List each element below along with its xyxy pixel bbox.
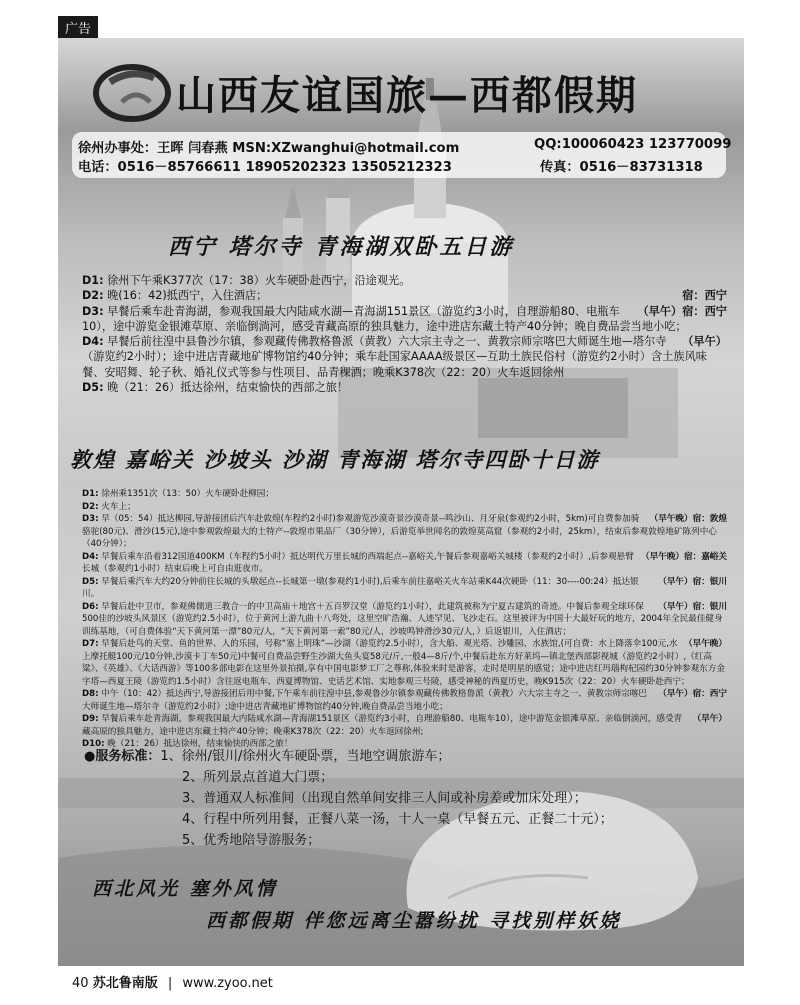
footer-divider: | [167, 976, 173, 991]
contact-phone-line: 电话：0516－85766611 18905202323 13505212323 [78, 160, 452, 175]
service-item: 4、行程中所列用餐，正餐八菜一汤，十人一桌（早餐五元、正餐二十元）； [182, 812, 613, 827]
contact-qq: QQ:100060423 123770099 [534, 137, 732, 152]
itinerary-day: （早午）宿：银川 D6: 早餐后赴中卫市，参观佛儒道三教合一的中卫高庙＋地宫＋五百罗汉堂（游览约1小时），此建筑被称为宁夏古建筑的奇迹。中餐后参观全球环保500佳的沙坡头风景区（游览约2.5小时），位于黄河上游九曲十八弯处，这里空旷浩瀚、人迹罕见、飞沙走石。这里被评为中国十大最好玩的地方，2004年全民最佳健身训练基地，（可自费体验“天下黄河第一漂”80元/人，“天下黄河第一索”80元/人，沙坡鸣钟滑沙30元/人，）后返银川，入住酒店； [82, 601, 727, 637]
edition-label: 苏北鲁南版 [92, 976, 158, 991]
company-logo [92, 58, 172, 128]
itinerary-day: （早午晚）宿：敦煌 D3: 早（05：54）抵达柳园,导游接团后汽车赴敦煌(车程约2小时)参观游览沙漠奇景沙漠奇景--鸣沙山、月牙泉(参观约2小时，5km)可自费参加骑骆驼(80元)、滑沙(15元),途中参观敦煌最大的土特产--敦煌市果品厂（30分钟），后游览举世闻名的敦煌莫高窟（参观约2小时，25km），结束后参观敦煌地矿陈列中心（40分钟）； [82, 514, 727, 549]
itinerary-day: D10: 晚（21：26）抵达徐州，结束愉快的西部之旅！ [82, 739, 293, 749]
itinerary-day: 宿：西宁 D2: 晚(16：42)抵西宁，入住酒店； [82, 289, 727, 303]
contact-box [72, 132, 732, 178]
brand-title: 山西友谊国旅—西都假期 [176, 72, 638, 119]
itinerary-day: D5: 晚（21：26）抵达徐州，结束愉快的西部之旅！ [82, 381, 349, 395]
itinerary-day: D1: 徐州下午乘K377次（17：38）火车硬卧赴西宁，沿途观光。 [82, 274, 411, 287]
service-standards [84, 746, 613, 851]
tour1-itinerary [82, 273, 727, 395]
itinerary-day: （早午） D9: 早餐后乘车赴青海湖，参观我国最大内陆咸水湖—青海湖151景区（游览约3小时，自理游船80、电瓶车10），途中游览金银滩草原、亲临倒淌河，感受青藏高原的独具魅力，途中进店东藏土特产40分钟；晚乘K378次（22：20）火车返回徐州; [82, 714, 727, 737]
slogan-line-2: 西都假期 伴您远离尘嚣纷扰 寻找别样妖娆 [206, 910, 622, 932]
itinerary-day: （早午晚）宿：嘉峪关 D4: 早餐后乘车沿着312国道400KM（车程约5小时）抵达明代万里长城的西端起点--嘉峪关,午餐后参观嘉峪关城楼（参观约2小时）,后参观悬臂长城（参观约1小时）结束后晚上可自由逛夜市。 [82, 551, 727, 574]
service-item: 1、徐州/银川/徐州火车硬卧票，当地空调旅游车； [160, 749, 451, 764]
itinerary-day: D2: 火车上； [82, 501, 136, 512]
itinerary-day: （早午）宿：西宁 D3: 早餐后乘车赴青海湖，参观我国最大内陆咸水湖—青海湖151景区（游览约3小时，自理游船80、电瓶车10），途中游览金银滩草原、亲临倒淌河，感受青藏高原的独具魅力，途中进店东藏土特产40分钟；晚自费品尝当地小吃； [82, 304, 727, 333]
service-item: 2、所列景点首道大门票； [182, 770, 334, 785]
slogan-line-1: 西北风光 塞外风情 [92, 878, 278, 900]
tour2-title: 敦煌 嘉峪关 沙坡头 沙湖 青海湖 塔尔寺四卧十日游 [70, 447, 600, 472]
ad-tag: 广告 [58, 16, 98, 39]
service-item: 3、普通双人标准间（出现自然单间安排三人间或补房差或加床处理）； [182, 791, 587, 806]
itinerary-day: D1: 徐州乘1351次（13：50）火车硬卧赴柳园； [82, 489, 274, 499]
service-heading: ●服务标准： [84, 749, 161, 764]
itinerary-day: （早午）宿：银川 D5: 早餐后乘汽车大约20分钟前往长城的头墩起点--长城第一墩(参观约1小时),后乘车前往嘉峪关火车站乘K44次硬卧（11：30----00:24）抵达银川。 [82, 576, 727, 599]
itinerary-day: （早午） D4: 早餐后前往湟中县鲁沙尔镇，参观藏传佛教格鲁派（黄教）六大宗主寺之一、黄教宗师宗喀巴大师诞生地—塔尔寺（游览约2小时）；途中进店青藏地矿博物馆约40分钟；乘车赴国家AAAA级景区—互助土族民俗村（游览约2小时）含土族风味餐、安昭舞、轮子秋、婚礼仪式等参与性项目、品青稞酒；晚乘K378次（22：20）火车返回徐州 [82, 335, 727, 379]
page-footer [72, 972, 273, 991]
itinerary-day: （早午晚） D7: 早餐后赴鸟的天堂、鱼的世界、人的乐园，号称“塞上明珠”—沙湖（游览约2.5小时），含大船、观光塔、沙雕园、水族馆,(可自费：水上降落伞100元,水上摩托艇100元/10分钟,沙漠卡丁车50元)中餐可自费品尝野生沙湖大鱼头宴58元/斤,一般4—8斤/个,中餐后赴东方好莱坞—镇北堡西部影视城（游览约2小时）,《红高粱》、《英雄》、《大话西游》等100多部电影在这里外景拍摄,享有中国电影梦工厂之尊称,体验来时是游客，走时是明星的感觉；途中进店红玛瑙枸杞园约30分钟参观东方金字塔—西夏王陵（游览约1.5小时）含往返电瓶车、西夏博物馆、史话艺术馆、实地参观三号陵，感受神秘的西夏历史，晚K915次（22：20）火车硬卧赴西宁； [82, 639, 727, 687]
tour2-itinerary [82, 488, 727, 751]
advertisement-panel [58, 38, 744, 966]
contact-office-line: 徐州办事处：王晖 闫春燕 MSN:XZwanghui@hotmail.com [78, 141, 460, 156]
contact-fax: 传真：0516－83731318 [540, 160, 703, 175]
tour1-title: 西宁 塔尔寺 青海湖双卧五日游 [168, 234, 515, 260]
page-number: 40 [72, 976, 89, 991]
website-link[interactable]: www.zyoo.net [182, 976, 273, 991]
itinerary-day: （早午）宿：西宁 D8: 中午（10：42）抵达西宁,导游接团后用中餐,下午乘车前往湟中县,参观鲁沙尔镇参观藏传佛教格鲁派（黄教）六大宗主寺之一、黄教宗师宗喀巴大师诞生地—塔尔寺（游览约2小时）;途中进店青藏地矿博物馆约40分钟,晚自费品尝当地小吃； [82, 689, 727, 712]
service-item: 5、优秀地陪导游服务； [182, 833, 321, 848]
